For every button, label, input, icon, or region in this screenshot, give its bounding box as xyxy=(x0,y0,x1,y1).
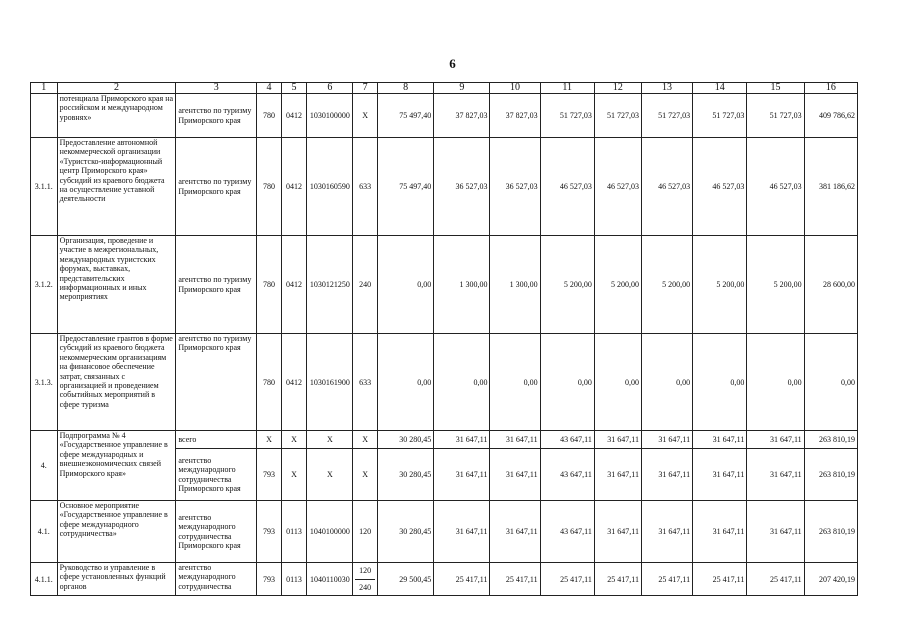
value-cell: 51 727,03 xyxy=(641,94,692,138)
value-cell: 46 527,03 xyxy=(540,138,594,236)
value-cell: 31 647,11 xyxy=(641,431,692,449)
code-vr: Х xyxy=(353,94,378,138)
row-number: 4.1. xyxy=(31,501,58,563)
code-csr: 1040100000 xyxy=(307,501,353,563)
col-header: 6 xyxy=(307,83,353,94)
value-cell: 30 280,45 xyxy=(377,449,433,501)
value-total: 381 186,62 xyxy=(804,138,857,236)
col-header: 5 xyxy=(281,83,307,94)
row-executor: агентство по туризму Приморского края xyxy=(176,334,257,431)
value-total: 409 786,62 xyxy=(804,94,857,138)
table-row xyxy=(31,94,858,138)
col-header: 9 xyxy=(434,83,490,94)
row-number: 3.1.1. xyxy=(31,138,58,236)
value-cell: 5 200,00 xyxy=(594,236,641,334)
value-cell: 25 417,11 xyxy=(641,563,692,596)
value-cell: 29 500,45 xyxy=(377,563,433,596)
value-cell: 46 527,03 xyxy=(693,138,747,236)
code-csr: 1040110030 xyxy=(307,563,353,596)
code-gr: 793 xyxy=(257,449,282,501)
code-rzpr: 0113 xyxy=(281,563,307,596)
value-cell: 31 647,11 xyxy=(641,449,692,501)
value-cell: 0,00 xyxy=(377,334,433,431)
code-rzpr: 0412 xyxy=(281,334,307,431)
row-executor: агентство международного сотрудничества xyxy=(176,563,257,596)
value-total: 207 420,19 xyxy=(804,563,857,596)
row-executor: агентство международного сотрудничества Приморского края xyxy=(176,449,257,501)
code-csr: 1030161900 xyxy=(307,334,353,431)
code-rzpr: 0113 xyxy=(281,501,307,563)
value-cell: 36 527,03 xyxy=(434,138,490,236)
row-number xyxy=(31,94,58,138)
value-cell: 75 497,40 xyxy=(377,94,433,138)
row-name: Руководство и управление в сфере установленных функций органов xyxy=(57,563,176,596)
row-name: потенциала Приморского края на российском и международном уровнях» xyxy=(57,94,176,138)
value-cell: 0,00 xyxy=(434,334,490,431)
code-vr: Х xyxy=(353,431,378,449)
table-row xyxy=(31,563,858,596)
col-header: 16 xyxy=(804,83,857,94)
value-cell: 51 727,03 xyxy=(693,94,747,138)
code-gr: Х xyxy=(257,431,282,449)
value-cell: 31 647,11 xyxy=(693,449,747,501)
value-cell: 0,00 xyxy=(693,334,747,431)
row-executor: всего xyxy=(176,431,257,449)
col-header: 13 xyxy=(641,83,692,94)
code-gr: 780 xyxy=(257,236,282,334)
col-header: 7 xyxy=(353,83,378,94)
code-gr: 780 xyxy=(257,334,282,431)
code-csr: 1030100000 xyxy=(307,94,353,138)
value-cell: 5 200,00 xyxy=(641,236,692,334)
col-header: 15 xyxy=(747,83,804,94)
value-cell: 0,00 xyxy=(747,334,804,431)
code-gr: 793 xyxy=(257,501,282,563)
code-rzpr: 0412 xyxy=(281,94,307,138)
value-cell: 51 727,03 xyxy=(594,94,641,138)
column-number-row xyxy=(31,83,858,94)
code-csr: 1030160590 xyxy=(307,138,353,236)
code-gr: 793 xyxy=(257,563,282,596)
value-cell: 0,00 xyxy=(594,334,641,431)
value-cell: 0,00 xyxy=(490,334,540,431)
value-cell: 31 647,11 xyxy=(747,449,804,501)
code-rzpr: 0412 xyxy=(281,236,307,334)
value-cell: 31 647,11 xyxy=(490,431,540,449)
row-executor: агентство по туризму Приморского края xyxy=(176,236,257,334)
value-cell: 31 647,11 xyxy=(434,501,490,563)
value-cell: 25 417,11 xyxy=(747,563,804,596)
col-header: 14 xyxy=(693,83,747,94)
value-cell: 75 497,40 xyxy=(377,138,433,236)
code-rzpr: Х xyxy=(281,449,307,501)
value-cell: 31 647,11 xyxy=(747,501,804,563)
code-vr-first: 120 xyxy=(359,566,372,576)
value-cell: 31 647,11 xyxy=(434,431,490,449)
value-cell: 25 417,11 xyxy=(490,563,540,596)
row-number: 4.1.1. xyxy=(31,563,58,596)
row-name: Предоставление автономной некоммерческой организации «Туристско-информационный центр Приморского края» субсидий из краевого бюджета на осуществление уставной деятельности xyxy=(57,138,176,236)
row-name: Подпрограмма № 4 «Государственное управление в сфере международных и внешнеэкономических связей Приморского края» xyxy=(57,431,176,501)
value-cell: 31 647,11 xyxy=(693,501,747,563)
value-cell: 31 647,11 xyxy=(594,501,641,563)
col-header: 4 xyxy=(257,83,282,94)
value-cell: 5 200,00 xyxy=(693,236,747,334)
row-name: Основное мероприятие «Государственное управление в сфере международного сотрудничества» xyxy=(57,501,176,563)
table-row xyxy=(31,334,858,431)
value-cell: 30 280,45 xyxy=(377,501,433,563)
table-row xyxy=(31,138,858,236)
value-cell: 1 300,00 xyxy=(490,236,540,334)
value-total: 263 810,19 xyxy=(804,431,857,449)
row-executor: агентство по туризму Приморского края xyxy=(176,94,257,138)
code-rzpr: Х xyxy=(281,431,307,449)
value-cell: 31 647,11 xyxy=(641,501,692,563)
code-vr: 120 xyxy=(353,501,378,563)
code-vr: 633 xyxy=(353,138,378,236)
table-row xyxy=(31,236,858,334)
code-gr: 780 xyxy=(257,138,282,236)
value-cell: 0,00 xyxy=(377,236,433,334)
value-cell: 31 647,11 xyxy=(490,501,540,563)
col-header: 8 xyxy=(377,83,433,94)
row-number: 4. xyxy=(31,431,58,501)
value-cell: 46 527,03 xyxy=(641,138,692,236)
row-executor: агентство по туризму Приморского края xyxy=(176,138,257,236)
value-total: 263 810,19 xyxy=(804,449,857,501)
value-total: 0,00 xyxy=(804,334,857,431)
value-cell: 51 727,03 xyxy=(747,94,804,138)
value-cell: 25 417,11 xyxy=(540,563,594,596)
value-cell: 31 647,11 xyxy=(594,449,641,501)
code-rzpr: 0412 xyxy=(281,138,307,236)
value-cell: 43 647,11 xyxy=(540,501,594,563)
value-cell: 5 200,00 xyxy=(540,236,594,334)
row-name: Организация, проведение и участие в межрегиональных, международных туристских форумах, выставках, представительских информационных и иных мероприятиях xyxy=(57,236,176,334)
table-row xyxy=(31,431,858,449)
value-cell: 25 417,11 xyxy=(693,563,747,596)
col-header: 10 xyxy=(490,83,540,94)
value-cell: 31 647,11 xyxy=(747,431,804,449)
code-vr: 633 xyxy=(353,334,378,431)
code-vr xyxy=(353,563,378,596)
col-header: 12 xyxy=(594,83,641,94)
code-csr: Х xyxy=(307,431,353,449)
code-vr-second: 240 xyxy=(355,579,375,596)
page-number: 6 xyxy=(449,56,456,71)
value-cell: 43 647,11 xyxy=(540,449,594,501)
value-cell: 0,00 xyxy=(540,334,594,431)
value-cell: 37 827,03 xyxy=(434,94,490,138)
value-cell: 5 200,00 xyxy=(747,236,804,334)
col-header: 1 xyxy=(31,83,58,94)
col-header: 11 xyxy=(540,83,594,94)
value-cell: 37 827,03 xyxy=(490,94,540,138)
value-cell: 36 527,03 xyxy=(490,138,540,236)
value-cell: 30 280,45 xyxy=(377,431,433,449)
value-cell: 0,00 xyxy=(641,334,692,431)
row-number: 3.1.3. xyxy=(31,334,58,431)
col-header: 2 xyxy=(57,83,176,94)
col-header: 3 xyxy=(176,83,257,94)
value-cell: 51 727,03 xyxy=(540,94,594,138)
code-gr: 780 xyxy=(257,94,282,138)
budget-table xyxy=(30,82,858,596)
row-number: 3.1.2. xyxy=(31,236,58,334)
code-csr: 1030121250 xyxy=(307,236,353,334)
row-name: Предоставление грантов в форме субсидий из краевого бюджета некоммерческим организациям на финансовое обеспечение затрат, связанных с организацией и проведением событийных мероприятий в сфере туризма xyxy=(57,334,176,431)
value-cell: 31 647,11 xyxy=(434,449,490,501)
value-cell: 31 647,11 xyxy=(594,431,641,449)
value-total: 263 810,19 xyxy=(804,501,857,563)
value-cell: 25 417,11 xyxy=(594,563,641,596)
value-cell: 31 647,11 xyxy=(693,431,747,449)
value-cell: 43 647,11 xyxy=(540,431,594,449)
value-cell: 25 417,11 xyxy=(434,563,490,596)
row-executor: агентство международного сотрудничества Приморского края xyxy=(176,501,257,563)
table-row xyxy=(31,501,858,563)
value-cell: 31 647,11 xyxy=(490,449,540,501)
code-csr: Х xyxy=(307,449,353,501)
value-total: 28 600,00 xyxy=(804,236,857,334)
value-cell: 46 527,03 xyxy=(594,138,641,236)
code-vr: Х xyxy=(353,449,378,501)
value-cell: 46 527,03 xyxy=(747,138,804,236)
value-cell: 1 300,00 xyxy=(434,236,490,334)
code-vr: 240 xyxy=(353,236,378,334)
